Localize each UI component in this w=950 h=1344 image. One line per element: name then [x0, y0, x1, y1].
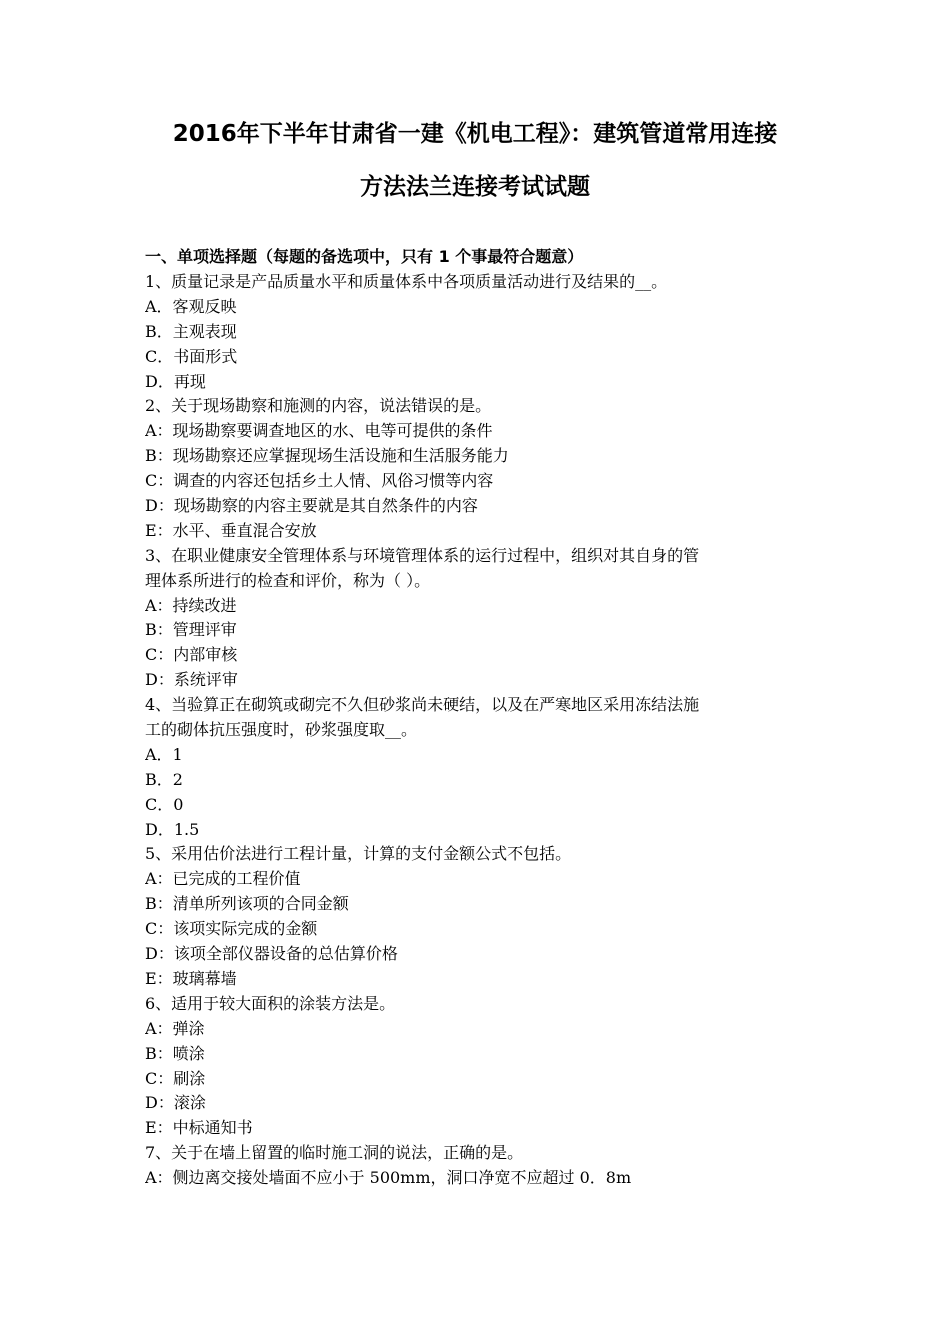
question-2-option-d: D：现场勘察的内容主要就是其自然条件的内容: [145, 496, 478, 516]
question-6-option-d: D：滚涂: [145, 1093, 206, 1113]
question-list: [145, 270, 815, 1191]
question-6-option-e: E：中标通知书: [145, 1118, 253, 1138]
question-5-option-a: A：已完成的工程价值: [145, 869, 301, 889]
question-2-option-b: B：现场勘察还应掌握现场生活设施和生活服务能力: [145, 446, 509, 466]
question-4-option-b: B．2: [145, 769, 183, 789]
question-4-stem-cont: 工的砌体抗压强度时，砂浆强度取__。: [145, 720, 418, 740]
question-4-stem: 4、当验算正在砌筑或砌完不久但砂浆尚未硬结，以及在严寒地区采用冻结法施: [145, 695, 700, 715]
question-3-option-b: B：管理评审: [145, 620, 237, 640]
question-5-option-b: B：清单所列该项的合同金额: [145, 894, 349, 914]
question-5-stem: 5、采用估价法进行工程计量，计算的支付金额公式不包括。: [145, 844, 572, 864]
question-2-option-a: A：现场勘察要调查地区的水、电等可提供的条件: [145, 421, 493, 441]
question-3-stem: 3、在职业健康安全管理体系与环境管理体系的运行过程中，组织对其自身的管: [145, 545, 700, 565]
question-6-option-b: B：喷涂: [145, 1043, 205, 1063]
question-6-stem: 6、适用于较大面积的涂装方法是。: [145, 993, 396, 1013]
section-heading: 一、单项选择题（每题的备选项中，只有 1 个事最符合题意）: [145, 247, 584, 266]
question-3-option-d: D：系统评审: [145, 670, 238, 690]
question-6-option-c: C：刷涂: [145, 1068, 206, 1088]
question-1-stem: 1、质量记录是产品质量水平和质量体系中各项质量活动进行及结果的__。: [145, 272, 668, 291]
document-title-line-1: 2016年下半年甘肃省一建《机电工程》：建筑管道常用连接: [172, 121, 778, 147]
question-1-option-a: A．客观反映: [145, 296, 237, 316]
question-2-stem: 2、关于现场勘察和施测的内容，说法错误的是。: [145, 396, 492, 416]
question-3-option-c: C：内部审核: [145, 645, 238, 665]
question-1-option-c: C．书面形式: [145, 346, 238, 366]
question-3-option-a: A：持续改进: [145, 595, 237, 615]
question-7-stem: 7、关于在墙上留置的临时施工洞的说法，正确的是。: [145, 1143, 524, 1163]
question-4-option-c: C．0: [145, 794, 184, 814]
question-4-option-d: D．1.5: [145, 819, 200, 839]
question-3-stem-cont: 理体系所进行的检查和评价，称为（ ）。: [145, 570, 431, 590]
question-5-option-c: C：该项实际完成的金额: [145, 919, 318, 939]
question-4-option-a: A．1: [145, 744, 183, 764]
question-5-option-e: E：玻璃幕墙: [145, 968, 237, 988]
question-1-option-b: B．主观表现: [145, 321, 237, 341]
document-title-line-2: 方法法兰连接考试试题: [360, 174, 590, 200]
question-7-option-a: A：侧边离交接处墙面不应小于 500mm，洞口净宽不应超过 0．8m: [145, 1168, 632, 1188]
question-2-option-e: E：水平、垂直混合安放: [145, 520, 317, 540]
question-6-option-a: A：弹涂: [145, 1018, 205, 1038]
question-2-option-c: C：调查的内容还包括乡土人情、风俗习惯等内容: [145, 471, 494, 491]
question-1-option-d: D．再现: [145, 371, 206, 391]
question-5-option-d: D：该项全部仪器设备的总估算价格: [145, 944, 398, 964]
